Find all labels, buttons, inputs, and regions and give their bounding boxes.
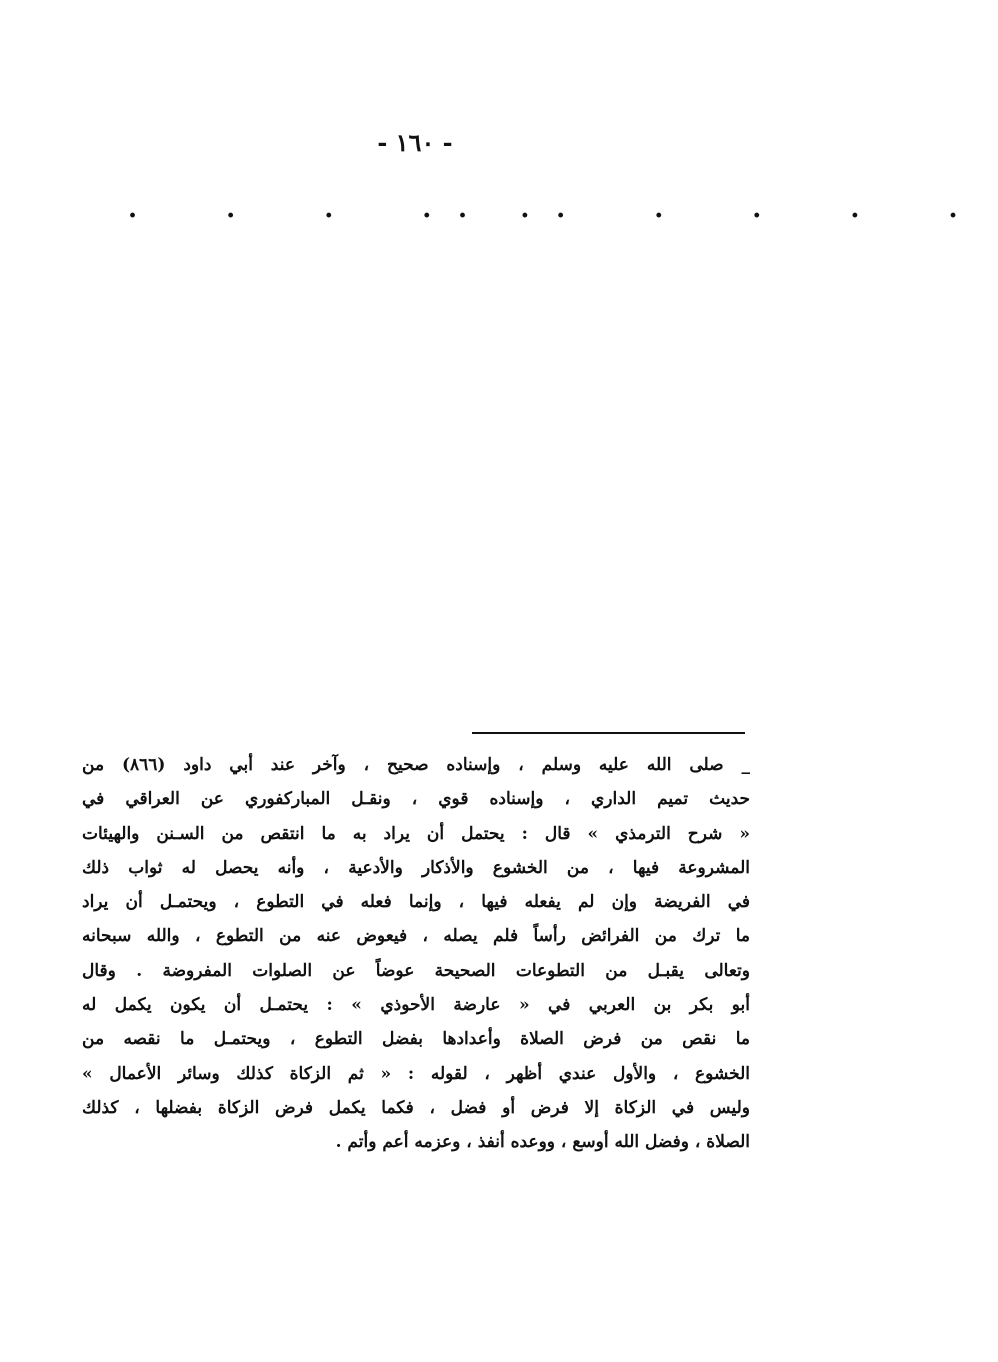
- page-number: - ١٦٠ -: [377, 128, 453, 157]
- footnote-line: ما ترك من الفرائض رأساً فلم يصله ، فيعوض عنه من التطوع ، والله سبحانه: [82, 926, 750, 947]
- ellipsis-dots-left: . . . . .: [128, 194, 570, 224]
- footnote-line: الصلاة ، وفضل الله أوسع ، ووعده أنفذ ، وعزمه أعم وأتم .: [335, 1132, 750, 1153]
- footnote-line: أبو بكر بن العربي في « عارضة الأحوذي » : يحتمـل أن يكون يكمل له: [82, 995, 750, 1016]
- footnote-line: ما نقص من فرض الصلاة وأعدادها بفضل التطوع ، ويحتمـل ما نقصه من: [82, 1029, 750, 1050]
- footnote-line: الخشوع ، والأول عندي أظهر ، لقوله : « ثم الزكاة كذلك وسائر الأعمال »: [82, 1063, 750, 1084]
- footnote-line: « شرح الترمذي » قال : يحتمل أن يراد به ما انتقص من السـنن والهيئات: [82, 823, 750, 844]
- footnote: [82, 748, 750, 1160]
- footnote-line: في الفريضة وإن لم يفعله فيها ، وإنما فعله في التطوع ، ويحتمـل أن يراد: [82, 892, 750, 913]
- footnote-line: وليس في الزكاة إلا فرض أو فضل ، فكما يكمل فرض الزكاة بفضلها ، كذلك: [82, 1097, 750, 1118]
- footnote-separator: [472, 732, 745, 734]
- footnote-line: المشروعة فيها ، من الخشوع والأذكار والأدعية ، وأنه يحصل له ثواب ذلك: [82, 857, 750, 878]
- ellipsis-dots-right: . . . . . .: [458, 194, 998, 224]
- footnote-line: حديث تميم الداري ، وإسناده قوي ، ونقـل المباركفوري عن العراقي في: [82, 789, 750, 810]
- footnote-line: _ صلى الله عليه وسلم ، وإسناده صحيح ، وآخر عند أبي داود (٨٦٦) من: [82, 755, 750, 775]
- footnote-line: وتعالى يقبـل من التطوعات الصحيحة عوضاً عن الصلوات المفروضة . وقال: [82, 960, 750, 981]
